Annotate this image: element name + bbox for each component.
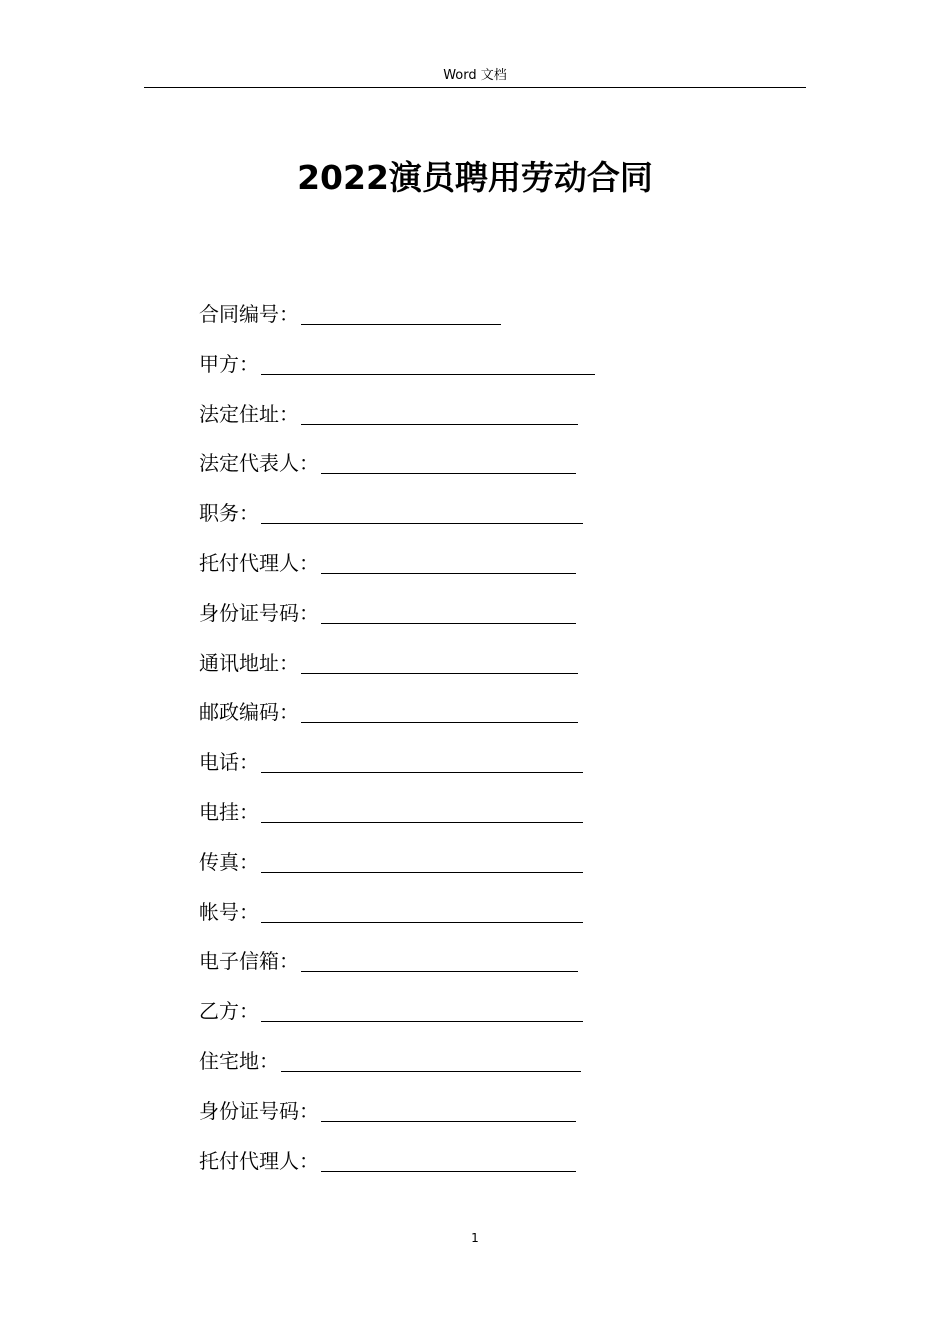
field-legal-address xyxy=(199,396,759,446)
blank-line xyxy=(261,844,583,873)
field-label: 传真： xyxy=(199,849,259,874)
field-label: 身份证号码： xyxy=(199,1098,319,1123)
document-title: 2022演员聘用劳动合同 xyxy=(297,158,653,197)
blank-line xyxy=(301,396,578,425)
field-fax xyxy=(199,844,759,894)
field-party-b xyxy=(199,993,759,1043)
field-label: 电子信箱： xyxy=(199,949,299,974)
field-mailing-address xyxy=(199,645,759,695)
blank-line xyxy=(261,993,583,1022)
blank-line xyxy=(261,744,583,773)
blank-line xyxy=(321,1143,576,1172)
field-label: 帐号： xyxy=(199,899,259,924)
blank-line xyxy=(301,694,578,723)
field-label: 身份证号码： xyxy=(199,600,319,625)
blank-line xyxy=(321,545,576,574)
field-residence xyxy=(199,1043,759,1093)
field-id-number-b xyxy=(199,1093,759,1143)
contract-fields xyxy=(199,296,759,1192)
field-telegraph xyxy=(199,794,759,844)
field-id-number xyxy=(199,595,759,645)
field-position xyxy=(199,495,759,545)
page-header: Word 文档 xyxy=(443,68,507,83)
field-label: 托付代理人： xyxy=(199,550,319,575)
field-agent xyxy=(199,545,759,595)
blank-line xyxy=(261,794,583,823)
field-party-a xyxy=(199,346,759,396)
blank-line xyxy=(301,645,578,674)
field-label: 通讯地址： xyxy=(199,650,299,675)
field-label: 电话： xyxy=(199,750,259,775)
field-label: 乙方： xyxy=(199,999,259,1024)
field-contract-number xyxy=(199,296,759,346)
blank-line xyxy=(321,595,576,624)
blank-line xyxy=(321,445,576,474)
blank-line xyxy=(261,346,595,375)
field-label: 合同编号： xyxy=(199,302,299,326)
field-account xyxy=(199,894,759,944)
field-label: 法定代表人： xyxy=(199,451,319,476)
field-label: 职务： xyxy=(199,501,259,526)
field-label: 电挂： xyxy=(199,799,259,824)
field-phone xyxy=(199,744,759,794)
blank-line xyxy=(301,296,501,325)
field-label: 托付代理人： xyxy=(199,1148,319,1173)
field-email xyxy=(199,943,759,993)
blank-line xyxy=(281,1043,581,1072)
blank-line xyxy=(301,943,578,972)
header-divider xyxy=(144,87,806,88)
field-legal-representative xyxy=(199,445,759,495)
field-postal-code xyxy=(199,694,759,744)
field-label: 住宅地： xyxy=(199,1048,279,1073)
page-number: 1 xyxy=(471,1231,479,1245)
blank-line xyxy=(321,1093,576,1122)
blank-line xyxy=(261,495,583,524)
field-label: 法定住址： xyxy=(199,401,299,426)
blank-line xyxy=(261,894,583,923)
field-agent-b xyxy=(199,1143,759,1193)
field-label: 甲方： xyxy=(199,351,259,376)
field-label: 邮政编码： xyxy=(199,700,299,725)
